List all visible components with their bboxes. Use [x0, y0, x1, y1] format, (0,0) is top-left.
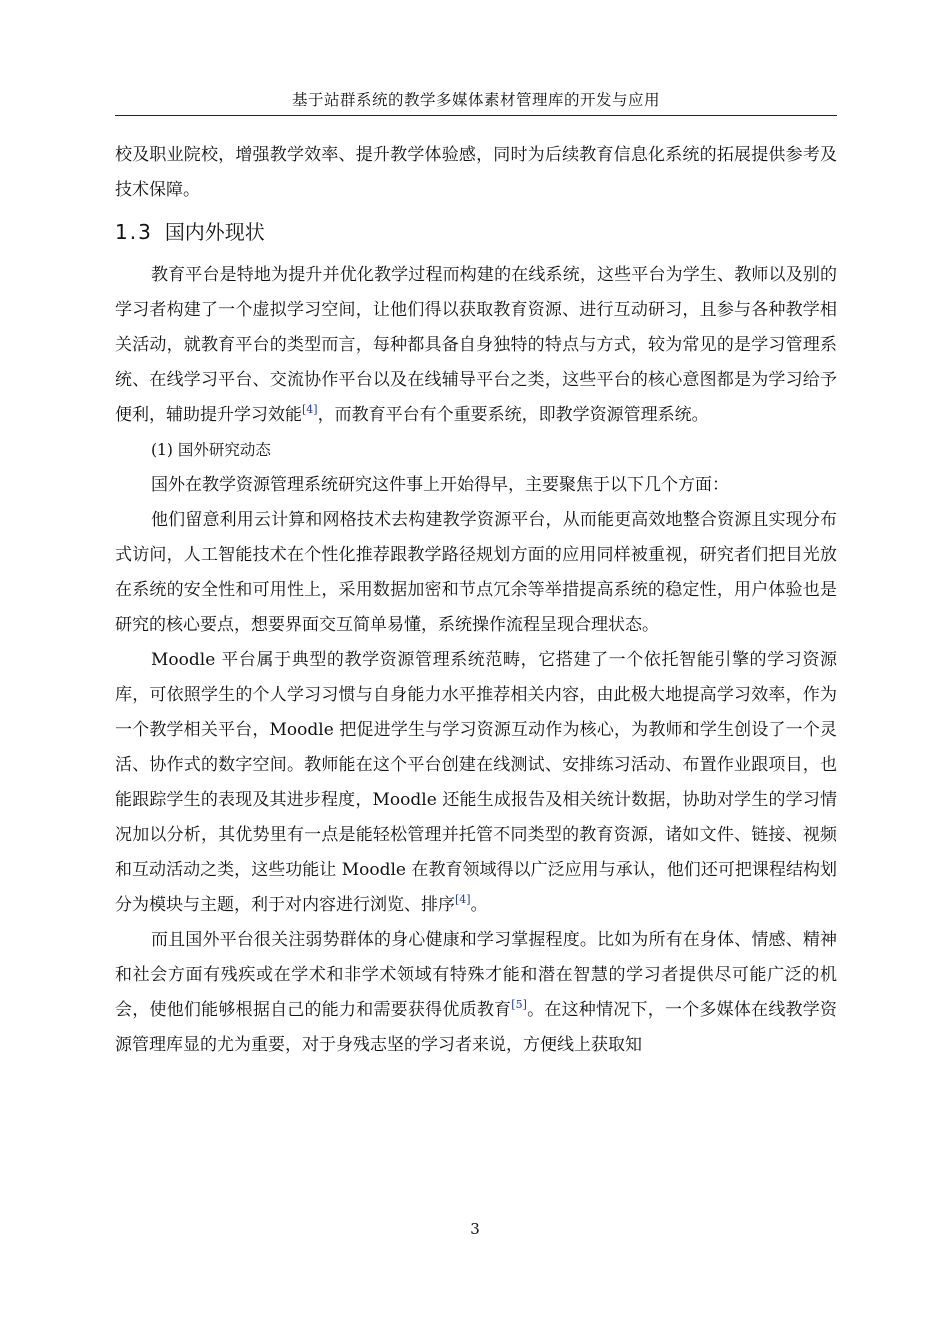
- body-text: [115, 138, 837, 1063]
- paragraph-text: 教育平台是特地为提升并优化教学过程而构建的在线系统，这些平台为学生、教师以及别的学习者构建了一个虚拟学习空间，让他们得以获取教育资源、进行互动研习，且参与各种教学相关活动，就教育平台的类型而言，每种都具备自身独特的特点与方式，较为常见的是学习管理系统、在线学习平台、交流协作平台以及在线辅导平台之类，这些平台的核心意图都是为学习给予便利，辅助提升学习效能: [115, 265, 837, 425]
- subheading-foreign-research: (1) 国外研究动态: [151, 441, 271, 459]
- paragraph-education-platform: [115, 258, 837, 433]
- paragraph-cloud-computing: 他们留意利用云计算和网格技术去构建教学资源平台，从而能更高效地整合资源且实现分布式访问，人工智能技术在个性化推荐跟教学路径规划方面的应用同样被重视，研究者们把目光放在系统的安全性和可用性上，采用数据加密和节点冗余等举措提高系统的稳定性，用户体验也是研究的核心要点，想要界面交互简单易懂，系统操作流程呈现合理状态。: [115, 510, 837, 635]
- section-title: 国内外现状: [164, 220, 265, 244]
- paragraph-moodle: [115, 643, 837, 923]
- page-number: 3: [470, 1220, 480, 1238]
- citation-link[interactable]: [4]: [302, 403, 318, 416]
- paragraph-foreign-intro: 国外在教学资源管理系统研究这件事上开始得早，主要聚焦于以下几个方面：: [151, 475, 729, 495]
- paragraph-text: 。在这种情况下，一个多媒体在线教学资源管理库显的尤为重要，对于身残志坚的学习者来说，方便线上获取知: [115, 1000, 838, 1055]
- paragraph-text: ，而教育平台有个重要系统，即教学资源管理系统。: [317, 405, 709, 425]
- section-number: 1.3: [115, 220, 153, 244]
- running-header: 基于站群系统的教学多媒体素材管理库的开发与应用: [291, 91, 660, 109]
- paragraph-continuation: 校及职业院校，增强教学效率、提升教学体验感，同时为后续教育信息化系统的拓展提供参考及技术保障。: [115, 145, 837, 200]
- paragraph-text: 而且国外平台很关注弱势群体的身心健康和学习掌握程度。比如为所有在身体、情感、精神和社会方面有残疾或在学术和非学术领域有特殊才能和潜在智慧的学习者提供尽可能广泛的机会，使他们能够根据自己的能力和需要获得优质教育: [115, 930, 837, 1020]
- paragraph-disadvantaged-groups: [115, 923, 837, 1063]
- paragraph-text: Moodle 平台属于典型的教学资源管理系统范畴，它搭建了一个依托智能引擎的学习资源库，可依照学生的个人学习习惯与自身能力水平推荐相关内容，由此极大地提高学习效率，作为一个教学相关平台，Moodle 把促进学生与学习资源互动作为核心，为教师和学生创设了一个灵活、协作式的数字空间。教师能在这个平台创建在线测试、安排练习活动、布置作业跟项目，也能跟踪学生的表现及其进步程度，Moodle 还能生成报告及相关统计数据，协助对学生的学习情况加以分析，其优势里有一点是能轻松管理并托管不同类型的教育资源，诸如文件、链接、视频和互动活动之类，这些功能让 Moodle 在教育领域得以广泛应用与承认，他们还可把课程结构划分为模块与主题，利于对内容进行浏览、排序: [115, 650, 837, 915]
- citation-link[interactable]: [4]: [455, 893, 471, 906]
- paragraph-text: 。: [470, 895, 488, 915]
- section-heading: [115, 218, 837, 246]
- citation-link[interactable]: [5]: [511, 998, 527, 1011]
- header-rule: [115, 115, 837, 116]
